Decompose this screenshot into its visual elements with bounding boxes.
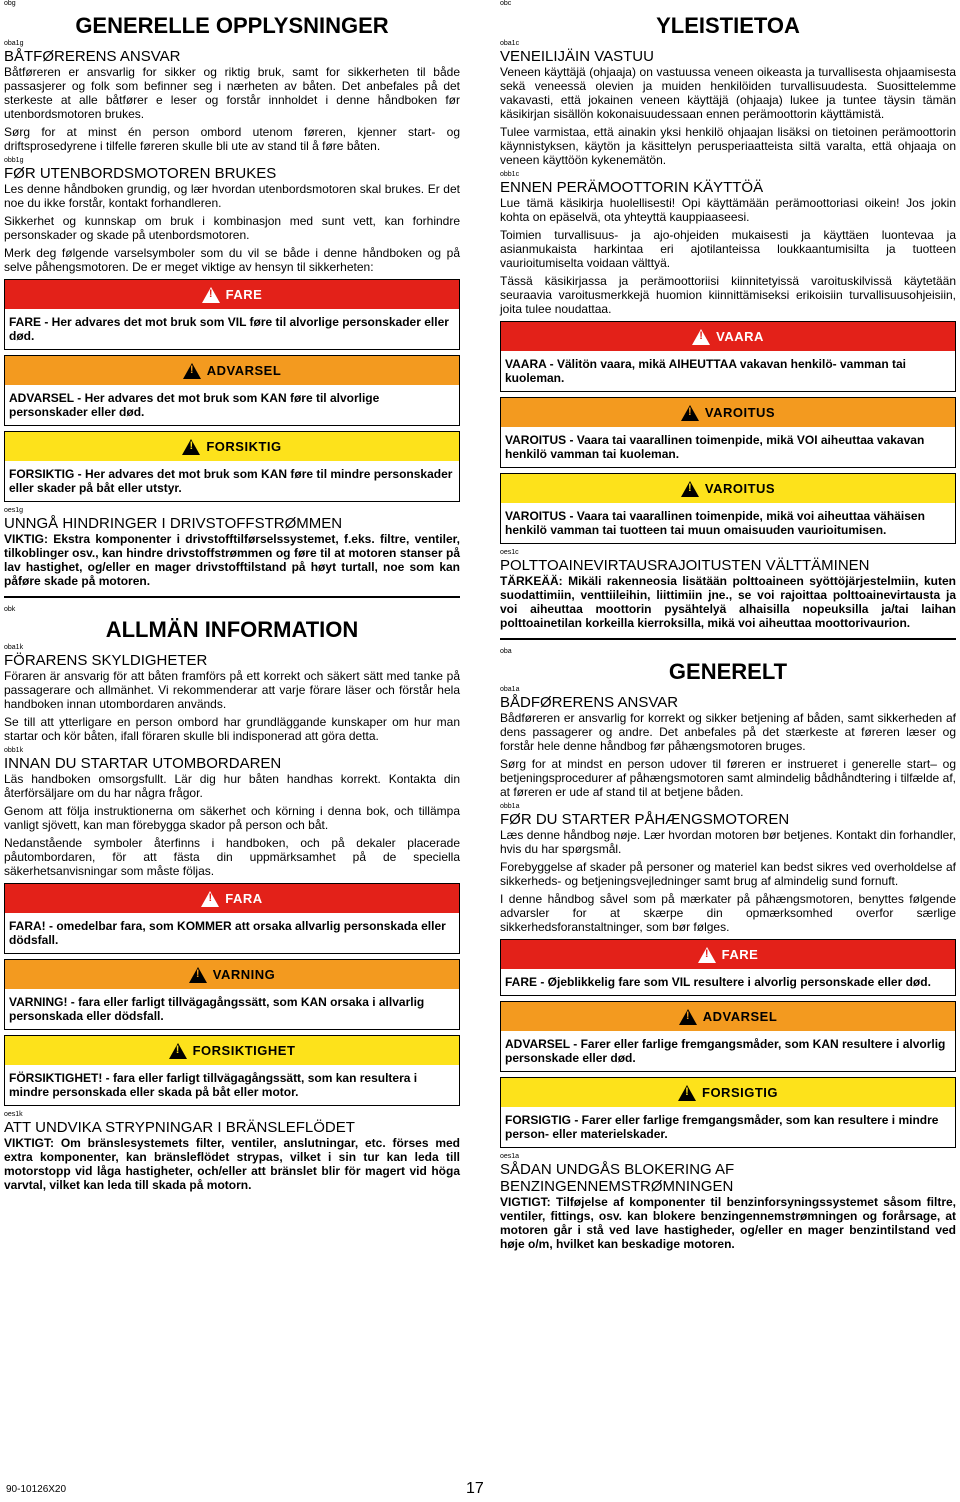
section-code: oes1c — [500, 549, 519, 556]
paragraph: Se till att ytterligare en person ombord har grundläggande kunskaper om hur man startar och kör båten, ifall föraren skulle bli indisponerad att göra detta. — [4, 715, 460, 743]
paragraph: Bådføreren er ansvarlig for korrekt og sikker betjening af båden, samt sikkerheden af dens passagerer og andre. Det anbefales på det stærkeste at føreren læser og forstår hele denne håndbog før påhængsmotoren bruges. — [500, 711, 956, 753]
paragraph: Sikkerhet og kunnskap om bruk i kombinasjon med sunt vett, kan forhindre personskader og skade på utenbordsmotoren. — [4, 214, 460, 242]
section-code: obc — [500, 0, 512, 7]
section-code: obk — [4, 606, 16, 613]
danger-text: FARE - Her advares det mot bruk som VIL føre til alvorlige personskader eller død. — [9, 315, 449, 343]
section-code: oes1g — [4, 507, 24, 514]
norwegian-section — [4, 0, 460, 588]
paragraph: I denne håndbog såvel som på mærkater på påhængsmotoren, benyttes følgende advarsler for at skærpe din opmærksomhed overfor særlige sikkerhedsforanstaltninger, som bør følges. — [500, 892, 956, 934]
section-code: oba1g — [4, 40, 24, 47]
danger-box — [4, 883, 460, 954]
warning-triangle-icon: ! — [692, 329, 710, 345]
warning-triangle-icon: ! — [183, 363, 201, 379]
caution-text: FÖRSIKTIGHET! - fara eller farligt tillvägagångssätt, som kan resultera i mindre personskada eller skada på båt eller motor. — [9, 1071, 418, 1099]
paragraph: Tulee varmistaa, että ainakin yksi henkilö ohjaajan lisäksi on tietoinen perämoottorin käynnistyksen, käytön ja käsittelyn perusperiaatteista siltä varalta, että ohjaaja on veneen käyttöön kykenemätön. — [500, 125, 956, 167]
warning-label: VARNING — [212, 967, 276, 982]
right-column — [500, 0, 956, 1251]
section-code: obb1c — [500, 171, 520, 178]
danger-box — [500, 939, 956, 996]
warning-triangle-icon: ! — [678, 1085, 696, 1101]
section-code: obb1a — [500, 803, 520, 810]
section-title: SÅDAN UNDGÅS BLOKERING AF BENZINGENNEMSTRØMNINGEN — [500, 1161, 735, 1195]
danger-box — [4, 279, 460, 350]
caution-header — [5, 432, 459, 461]
danish-section — [500, 648, 956, 1251]
paragraph: Tässä käsikirjassa ja perämoottoriisi kiinnitetyissä varoituskilvissä käytetään seuraavia varoitusmerkkejä huomion kiinnittämiseksi erikoisiin turvallisuusohjeisiin, joita tulee noudattaa. — [500, 274, 956, 316]
section-title: ENNEN PERÄMOOTTORIN KÄYTTÖÄ — [500, 179, 764, 196]
paragraph: Genom att följa instruktionerna om säkerhet och körning i denna bok, och tillämpa vanligt sjövett, kan man förebygga skador på person och båt. — [4, 804, 460, 832]
important-notice: VIKTIGT: Om bränslesystemets filter, ventiler, anslutningar, etc. förses med extra komponenter, kan bränsleflödet strypas, vilket i sin tur kan leda till motorstopp vid låga hastigheter, och/eller att bränslet blir för magert vid höga varvtal, vilket kan leda till skada på motorn. — [4, 1136, 460, 1192]
section-code: oba1a — [500, 686, 520, 693]
paragraph: Læs denne håndbog nøje. Lær hvordan motoren bør betjenes. Kontakt din forhandler, hvis du har spørgsmål. — [500, 828, 956, 856]
page-title: GENERELLE OPPLYSNINGER — [75, 13, 389, 38]
warning-triangle-icon: ! — [182, 439, 200, 455]
warning-triangle-icon: ! — [201, 891, 219, 907]
section-title: VENEILIJÄIN VASTUU — [500, 48, 654, 65]
warning-text: VAROITUS - Vaara tai vaarallinen toimenpide, mikä VOI aiheuttaa vakavan henkilö vamman tai kuoleman. — [505, 433, 925, 461]
caution-box — [4, 431, 460, 502]
danger-label: VAARA — [716, 329, 764, 344]
warning-triangle-icon: ! — [202, 287, 220, 303]
section-title: FØR DU STARTER PÅHÆNGSMOTOREN — [500, 811, 790, 828]
caution-label: FORSIKTIGHET — [192, 1043, 296, 1058]
danger-text: FARA! - omedelbar fara, som KOMMER att orsaka allvarlig personskada eller dödsfall. — [9, 919, 446, 947]
danger-header — [5, 280, 459, 309]
swedish-section — [4, 606, 460, 1192]
divider — [500, 638, 956, 640]
danger-box — [500, 321, 956, 392]
page-title: ALLMÄN INFORMATION — [105, 617, 359, 642]
danger-text: VAARA - Välitön vaara, mikä AIHEUTTAA vakavan henkilö- vamman tai kuoleman. — [505, 357, 907, 385]
warning-header — [501, 1002, 955, 1031]
warning-label: ADVARSEL — [206, 363, 282, 378]
warning-triangle-icon: ! — [698, 947, 716, 963]
divider — [4, 596, 460, 598]
warning-triangle-icon: ! — [679, 1009, 697, 1025]
section-code: oes1k — [4, 1111, 23, 1118]
page-number: 17 — [466, 1480, 484, 1497]
caution-box — [4, 1035, 460, 1106]
page-title: GENERELT — [668, 659, 788, 684]
page-title: YLEISTIETOA — [656, 13, 800, 38]
left-column — [4, 0, 460, 1192]
section-title: BÅDFØRERENS ANSVAR — [500, 694, 679, 711]
warning-box — [500, 397, 956, 468]
caution-header — [5, 1036, 459, 1065]
paragraph: Veneen käyttäjä (ohjaaja) on vastuussa veneen oikeasta ja turvallisesta ohjaamisesta sekä veneessä olevien ja muiden henkilöiden turvallisuudesta. Suosittelemme vakavasti, että jokainen veneen käyttäjä (ohjaaja) lukee ja tuntee täysin tämän käsikirjan sisällön kokonaisuudessaan ennen perämoottorin käyttämistä. — [500, 65, 956, 121]
section-code: oba — [500, 648, 512, 655]
section-title: FÖRARENS SKYLDIGHETER — [4, 652, 208, 669]
important-notice: TÄRKEÄÄ: Mikäli rakenneosia lisätään polttoaineen syöttöjärjestelmiin, kuten suodattimiin, venttiileihin, liittimiin jne., se voi rajoittaa polttoainevirtausta ja voi aiheuttaa moottorin pysähtelyä alhaisilla nopeuksilla ja/tai laihan polttoainetilan korkeilla kierroksilla, mikä voi aiheuttaa moottorivaurion. — [500, 574, 956, 630]
paragraph: Föraren är ansvarig för att båten framförs på ett korrekt och säkert sätt med tanke på passagerare och allmänhet. Vi rekommenderar att varje förare läser och förstår hela handboken innan utombordaren används. — [4, 669, 460, 711]
finnish-section — [500, 0, 956, 630]
caution-header — [501, 1078, 955, 1107]
warning-triangle-icon: ! — [681, 405, 699, 421]
caution-header — [501, 474, 955, 503]
warning-header — [501, 398, 955, 427]
paragraph: Merk deg følgende varselsymboler som du vil se både i denne håndboken og på selve påhengsmotoren. De er meget viktige av hensyn til sikkerheten: — [4, 246, 460, 274]
warning-header — [5, 356, 459, 385]
danger-header — [5, 884, 459, 913]
caution-label: FORSIKTIG — [206, 439, 282, 454]
section-code: oes1a — [500, 1153, 520, 1160]
danger-label: FARA — [225, 891, 263, 906]
danger-header — [501, 940, 955, 969]
caution-text: FORSIGTIG - Farer eller farlige fremgangsmåder, som kan resultere i mindre person- eller materielskader. — [505, 1113, 939, 1141]
section-title: FØR UTENBORDSMOTOREN BRUKES — [4, 165, 277, 182]
section-title: POLTTOAINEVIRTAUSRAJOITUSTEN VÄLTTÄMINEN — [500, 557, 870, 574]
warning-box — [500, 1001, 956, 1072]
warning-box — [4, 959, 460, 1030]
section-code: obb1g — [4, 157, 24, 164]
warning-text: VARNING! - fara eller farligt tillvägagångssätt, som KAN orsaka i allvarlig personskada eller dödsfall. — [9, 995, 425, 1023]
paragraph: Båtføreren er ansvarlig for sikker og riktig bruk, samt for sikkerheten til både passasjerer og folk som befinner seg i nærheten av båten. Det anbefales på det sterkeste at alle båtfører e leser og forstår innholdet i denne håndboken før utenbordsmotoren brukes. — [4, 65, 460, 121]
paragraph: Nedanstående symboler återfinns i handboken, och på dekaler placerade påutombordaren, för att fästa din uppmärksamhet på de speciella säkerhetsanvisningar som måste följas. — [4, 836, 460, 878]
caution-box — [500, 1077, 956, 1148]
danger-label: FARE — [721, 947, 759, 962]
section-code: oba1k — [4, 644, 24, 651]
paragraph: Sørg for at mindst en person udover til føreren er instrueret i generelle start– og betjeningsprocedurer af påhængsmotoren samt almindelig bådhåndtering i tilfælde af, at føreren er ude af stand til at betjene båden. — [500, 757, 956, 799]
section-code: obg — [4, 0, 16, 7]
paragraph: Toimien turvallisuus- ja ajo-ohjeiden mukaisesti ja käyttäen luontevaa ja asianmukaista harkintaa eri ajotilanteissa loukkaantumisilta ja tuotteen vaurioitumiselta voidaan välttyä. — [500, 228, 956, 270]
caution-box — [500, 473, 956, 544]
section-code: oba1c — [500, 40, 520, 47]
warning-box — [4, 355, 460, 426]
section-title: UNNGÅ HINDRINGER I DRIVSTOFFSTRØMMEN — [4, 515, 343, 532]
warning-label: VAROITUS — [704, 405, 776, 420]
danger-text: FARE - Øjeblikkelig fare som VIL resultere i alvorlig personskade eller død. — [505, 975, 931, 989]
caution-text: VAROITUS - Vaara tai vaarallinen toimenpide, mikä voi aiheuttaa vähäisen henkilö vamman tai tuotteen tai muun omaisuuden vaurioitumisen. — [505, 509, 925, 537]
paragraph: Sørg for at minst én person ombord utenom føreren, kjenner start- og driftsprosedyrene i tilfelle føreren skulle bli ute av stand til å føre båten. — [4, 125, 460, 153]
warning-text: ADVARSEL - Her advares det mot bruk som KAN føre til alvorlige personskader eller død. — [9, 391, 380, 419]
warning-text: ADVARSEL - Farer eller farlige fremgangsmåder, som KAN resultere i alvorlig personskade eller død. — [505, 1037, 946, 1065]
warning-label: ADVARSEL — [702, 1009, 778, 1024]
caution-label: FORSIGTIG — [702, 1085, 778, 1100]
document-number: 90-10126X20 — [6, 1484, 67, 1495]
section-title: INNAN DU STARTAR UTOMBORDAREN — [4, 755, 282, 772]
section-title: BÅTFØRERENS ANSVAR — [4, 48, 181, 65]
warning-header — [5, 960, 459, 989]
caution-label: VAROITUS — [704, 481, 776, 496]
paragraph: Les denne håndboken grundig, og lær hvordan utenbordsmotoren skal brukes. Er det noe du ikke forstår, kontakt forhandleren. — [4, 182, 460, 210]
danger-label: FARE — [225, 287, 263, 302]
danger-header — [501, 322, 955, 351]
paragraph: Forebyggelse af skader på personer og materiel kan bedst sikres ved overholdelse af sikkerheds- og betjeningsvejledninger samt brug af almindelig sund fornuft. — [500, 860, 956, 888]
paragraph: Läs handboken omsorgsfullt. Lär dig hur båten handhas korrekt. Kontakta din återförsäljare om du har några frågor. — [4, 772, 460, 800]
warning-triangle-icon: ! — [169, 1043, 187, 1059]
paragraph: Lue tämä käsikirja huolellisesti! Opi käyttämään perämoottoriasi oikein! Jos jokin kohta on epäselvä, ota yhteyttä kauppiaaseesi. — [500, 196, 956, 224]
caution-text: FORSIKTIG - Her advares det mot bruk som KAN føre til mindre personskader eller skader på båt eller utstyr. — [9, 467, 453, 495]
important-notice: VIKTIG: Ekstra komponenter i drivstofftilførselssystemet, f.eks. filtre, ventiler, tilkoblinger osv., kan hindre drivstoffstrømmen og føre til at motoren stanser på lav hastighet, og/eller en mager drivstofftilstand på høyt turtall, noe som kan påføre skade på motoren. — [4, 532, 460, 588]
section-code: obb1k — [4, 747, 24, 754]
section-title: ATT UNDVIKA STRYPNINGAR I BRÄNSLEFLÖDET — [4, 1119, 355, 1136]
important-notice: VIGTIGT: Tilføjelse af komponenter til benzinforsyningssystemet såsom filtre, ventiler, fittings, osv. kan blokere benzingennemstrømningen og forårsage, at motoren går i stå ved lave hastigheder, og/eller en mager benzintilstand ved høje o/m, hvilket kan beskadige motoren. — [500, 1195, 956, 1251]
warning-triangle-icon: ! — [681, 481, 699, 497]
warning-triangle-icon: ! — [189, 967, 207, 983]
